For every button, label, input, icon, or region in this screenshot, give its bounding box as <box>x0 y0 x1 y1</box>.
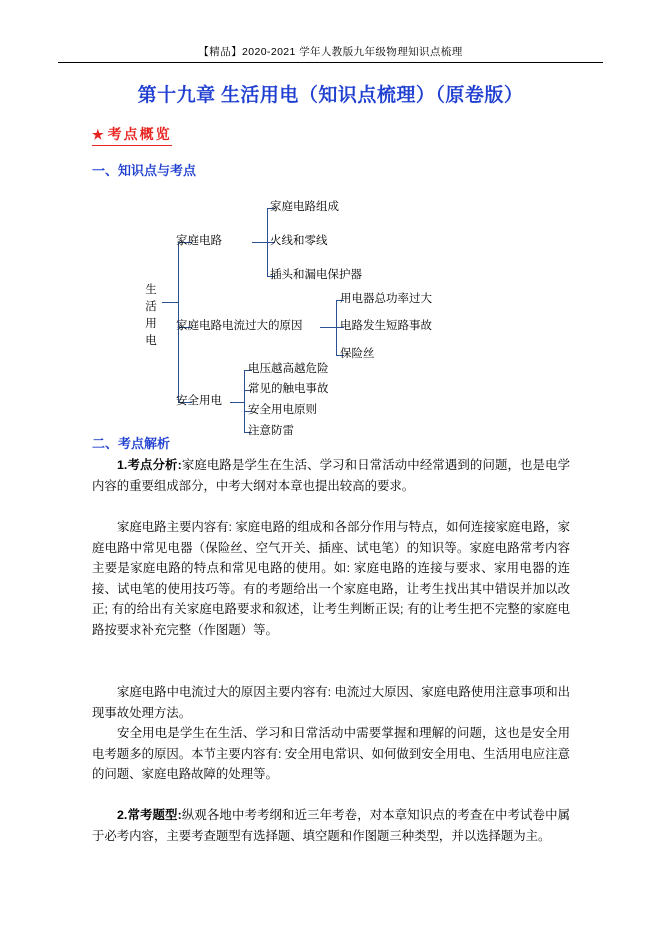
knowledge-tree-diagram <box>92 190 592 435</box>
section-overview-label <box>92 124 172 146</box>
page-title: 第十九章 生活用电（知识点梳理）（原卷版） <box>137 85 524 106</box>
diagram-branch-connector-3 <box>230 402 244 403</box>
diagram-leaf-2-2: 电路发生短路事故 <box>340 320 432 332</box>
paragraph-1 <box>92 455 570 496</box>
paragraph-2-text: 家庭电路主要内容有: 家庭电路的组成和各部分作用与特点，如何连接家庭电路，家庭电路中常见电器（保险丝、空气开关、插座、试电笔）的知识等。家庭电路常考内容主要是家庭电路的特点和常见电路的使用。如: 家庭电路的连接与要求、家用电器的连接、试电笔的使用技巧等。有的考题给出一个家庭电路，让考生找出其中错误并加以改正; 有的给出有关家庭电路要求和叙述，让考生判断正误; 有的让考生把不完整的家庭电路按要求补充完整（作图题）等。 <box>92 520 570 637</box>
paragraph-5 <box>92 805 570 846</box>
header-divider <box>58 62 603 63</box>
diagram-leaf-3-2: 常见的触电事故 <box>248 383 329 395</box>
paragraph-3-text: 家庭电路中电流过大的原因主要内容有: 电流过大原因、家庭电路使用注意事项和出现事故处理方法。 <box>92 685 570 720</box>
paragraph-5-lead: 2.常考题型: <box>117 808 182 822</box>
diagram-leaf-1-2: 火线和零线 <box>270 235 328 247</box>
diagram-branch-label-3: 安全用电 <box>176 395 222 407</box>
paragraph-5-text: 纵观各地中考考纲和近三年考卷，对本章知识点的考查在中考试卷中属于必考内容，主要考查题型有选择题、填空题和作图题三种类型，并以选择题为主。 <box>92 808 570 843</box>
diagram-subspine-3 <box>244 370 245 432</box>
diagram-leaf-3-4: 注意防雷 <box>248 425 294 437</box>
diagram-branch-label-2: 家庭电路电流过大的原因 <box>176 320 303 332</box>
diagram-branch-connector-2 <box>320 327 336 328</box>
heading-knowledge: 一、知识点与考点 <box>92 163 197 178</box>
heading-analysis: 二、考点解析 <box>92 436 171 451</box>
paragraph-1-text: 家庭电路是学生在生活、学习和日常活动中经常遇到的问题，也是电学内容的重要组成部分，中考大纲对本章也提出较高的要求。 <box>92 458 570 493</box>
diagram-leaf-2-3: 保险丝 <box>340 348 375 360</box>
running-header: 【精品】2020-2021 学年人教版九年级物理知识点梳理 <box>198 46 463 58</box>
diagram-leaf-1-3: 插头和漏电保护器 <box>270 269 362 281</box>
diagram-leaf-2-1: 用电器总功率过大 <box>340 293 432 305</box>
diagram-leaf-3-3: 安全用电原则 <box>248 404 317 416</box>
paragraph-4-text: 安全用电是学生在生活、学习和日常活动中需要掌握和理解的问题，这也是安全用电考题多的原因。本节主要内容有: 安全用电常识、如何做到安全用电、生活用电应注意的问题、家庭电路故障的处理等。 <box>92 726 570 781</box>
overview-label-text: 考点概览 <box>107 128 172 143</box>
paragraph-2 <box>92 517 570 640</box>
diagram-branch-label-1: 家庭电路 <box>176 235 222 247</box>
diagram-branch-connector-1 <box>252 242 267 243</box>
diagram-leaf-3-1: 电压越高越危险 <box>248 363 329 375</box>
paragraph-1-lead: 1.考点分析: <box>117 458 182 472</box>
star-icon: ★ <box>92 127 106 142</box>
paragraph-4 <box>92 723 570 785</box>
diagram-root-connector <box>162 302 178 303</box>
diagram-root-label: 生 活 用 电 <box>145 284 157 347</box>
diagram-leaf-1-1: 家庭电路组成 <box>270 201 339 213</box>
paragraph-3 <box>92 682 570 723</box>
